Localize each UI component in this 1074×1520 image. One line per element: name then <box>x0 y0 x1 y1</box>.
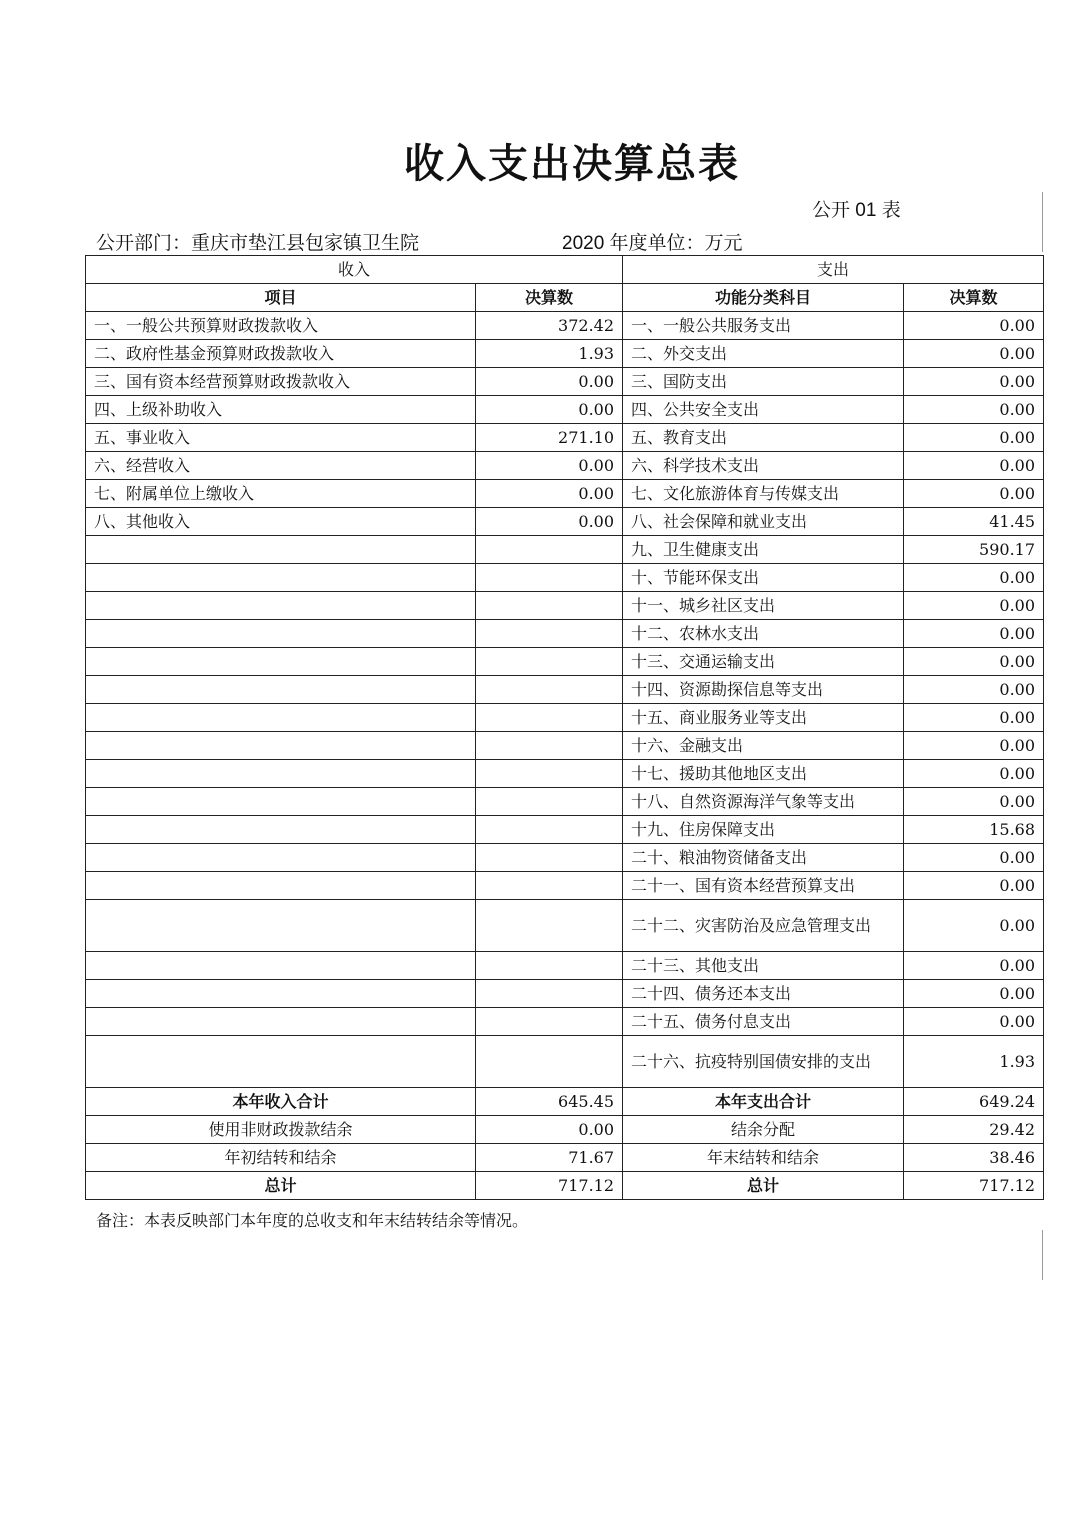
expense-item: 十三、交通运输支出 <box>623 648 904 676</box>
table-row <box>86 980 1044 1008</box>
income-amount <box>476 952 623 980</box>
expense-item: 九、卫生健康支出 <box>623 536 904 564</box>
year-unit-label: 2020 年度单位：万元 <box>562 233 743 254</box>
income-item: 一、一般公共预算财政拨款收入 <box>86 312 476 340</box>
table-row <box>86 564 1044 592</box>
expense-item: 十七、援助其他地区支出 <box>623 760 904 788</box>
expense-amount: 0.00 <box>904 564 1044 592</box>
income-item <box>86 1036 476 1088</box>
expense-item: 二十、粮油物资储备支出 <box>623 844 904 872</box>
table-row <box>86 340 1044 368</box>
income-amount <box>476 980 623 1008</box>
income-item: 六、经营收入 <box>86 452 476 480</box>
income-item: 二、政府性基金预算财政拨款收入 <box>86 340 476 368</box>
expense-amount: 0.00 <box>904 648 1044 676</box>
budget-summary-table <box>85 255 1044 1200</box>
summary-expense-amount: 717.12 <box>904 1172 1044 1200</box>
summary-income-label: 使用非财政拨款结余 <box>86 1116 476 1144</box>
expense-amount: 0.00 <box>904 1008 1044 1036</box>
income-item <box>86 620 476 648</box>
expense-item: 十四、资源勘探信息等支出 <box>623 676 904 704</box>
income-item <box>86 536 476 564</box>
expense-amount: 1.93 <box>904 1036 1044 1088</box>
income-item: 三、国有资本经营预算财政拨款收入 <box>86 368 476 396</box>
income-item: 四、上级补助收入 <box>86 396 476 424</box>
income-amount <box>476 816 623 844</box>
col-amount-header: 决算数 <box>476 284 623 312</box>
income-item: 七、附属单位上缴收入 <box>86 480 476 508</box>
expense-item: 十九、住房保障支出 <box>623 816 904 844</box>
table-row <box>86 952 1044 980</box>
table-row <box>86 368 1044 396</box>
expense-item: 八、社会保障和就业支出 <box>623 508 904 536</box>
income-item <box>86 732 476 760</box>
income-amount <box>476 676 623 704</box>
summary-expense-amount: 649.24 <box>904 1088 1044 1116</box>
income-item: 八、其他收入 <box>86 508 476 536</box>
summary-income-amount: 0.00 <box>476 1116 623 1144</box>
table-row <box>86 760 1044 788</box>
expense-amount: 0.00 <box>904 732 1044 760</box>
summary-row <box>86 1144 1044 1172</box>
table-row <box>86 704 1044 732</box>
income-item <box>86 564 476 592</box>
expense-item: 四、公共安全支出 <box>623 396 904 424</box>
income-item <box>86 676 476 704</box>
expense-amount: 0.00 <box>904 900 1044 952</box>
income-item <box>86 648 476 676</box>
income-amount: 0.00 <box>476 396 623 424</box>
table-row <box>86 424 1044 452</box>
margin-line-bottom <box>1042 1230 1043 1280</box>
income-amount <box>476 1036 623 1088</box>
summary-row <box>86 1172 1044 1200</box>
summary-expense-label: 本年支出合计 <box>623 1088 904 1116</box>
expense-amount: 0.00 <box>904 620 1044 648</box>
expense-item: 七、文化旅游体育与传媒支出 <box>623 480 904 508</box>
expense-amount: 0.00 <box>904 676 1044 704</box>
income-item <box>86 980 476 1008</box>
footnote: 备注：本表反映部门本年度的总收支和年末结转结余等情况。 <box>96 1211 529 1230</box>
expense-amount: 0.00 <box>904 760 1044 788</box>
expense-item: 二十五、债务付息支出 <box>623 1008 904 1036</box>
income-amount <box>476 592 623 620</box>
income-item <box>86 872 476 900</box>
income-amount <box>476 760 623 788</box>
summary-income-amount: 717.12 <box>476 1172 623 1200</box>
expense-amount: 15.68 <box>904 816 1044 844</box>
expense-amount: 41.45 <box>904 508 1044 536</box>
table-row <box>86 844 1044 872</box>
margin-line-top <box>1042 192 1043 252</box>
table-row <box>86 312 1044 340</box>
expense-item: 十六、金融支出 <box>623 732 904 760</box>
expense-item: 二十二、灾害防治及应急管理支出 <box>623 900 904 952</box>
summary-income-amount: 71.67 <box>476 1144 623 1172</box>
expense-amount: 0.00 <box>904 844 1044 872</box>
form-number: 公开 01 表 <box>812 200 901 221</box>
summary-expense-label: 结余分配 <box>623 1116 904 1144</box>
income-item <box>86 900 476 952</box>
table-row <box>86 480 1044 508</box>
expense-item: 一、一般公共服务支出 <box>623 312 904 340</box>
expense-amount: 0.00 <box>904 452 1044 480</box>
income-amount <box>476 648 623 676</box>
summary-expense-label: 年末结转和结余 <box>623 1144 904 1172</box>
income-item <box>86 760 476 788</box>
expense-amount: 0.00 <box>904 788 1044 816</box>
income-amount: 372.42 <box>476 312 623 340</box>
summary-income-amount: 645.45 <box>476 1088 623 1116</box>
expense-item: 二十一、国有资本经营预算支出 <box>623 872 904 900</box>
expense-amount: 0.00 <box>904 592 1044 620</box>
table-row <box>86 396 1044 424</box>
table-row <box>86 592 1044 620</box>
expense-item: 二十六、抗疫特别国债安排的支出 <box>623 1036 904 1088</box>
table-row <box>86 872 1044 900</box>
income-amount: 0.00 <box>476 452 623 480</box>
expense-amount: 0.00 <box>904 704 1044 732</box>
income-item <box>86 704 476 732</box>
income-amount <box>476 1008 623 1036</box>
table-row <box>86 676 1044 704</box>
income-item <box>86 788 476 816</box>
income-amount <box>476 844 623 872</box>
table-row <box>86 452 1044 480</box>
table-row <box>86 536 1044 564</box>
income-amount <box>476 872 623 900</box>
expense-item: 十五、商业服务业等支出 <box>623 704 904 732</box>
income-amount <box>476 788 623 816</box>
income-amount: 0.00 <box>476 368 623 396</box>
summary-income-label: 本年收入合计 <box>86 1088 476 1116</box>
income-amount <box>476 704 623 732</box>
income-amount: 0.00 <box>476 480 623 508</box>
table-row <box>86 816 1044 844</box>
expense-item: 三、国防支出 <box>623 368 904 396</box>
table-row <box>86 1036 1044 1088</box>
table-row <box>86 620 1044 648</box>
col-amount2-header: 决算数 <box>904 284 1044 312</box>
income-amount <box>476 900 623 952</box>
expense-amount: 0.00 <box>904 396 1044 424</box>
expense-amount: 0.00 <box>904 952 1044 980</box>
expense-amount: 590.17 <box>904 536 1044 564</box>
summary-income-label: 总计 <box>86 1172 476 1200</box>
expense-amount: 0.00 <box>904 872 1044 900</box>
expense-item: 六、科学技术支出 <box>623 452 904 480</box>
income-amount <box>476 732 623 760</box>
expense-item: 二十四、债务还本支出 <box>623 980 904 1008</box>
summary-row <box>86 1116 1044 1144</box>
col-function-header: 功能分类科目 <box>623 284 904 312</box>
income-item: 五、事业收入 <box>86 424 476 452</box>
expense-item: 二、外交支出 <box>623 340 904 368</box>
income-amount <box>476 620 623 648</box>
income-item <box>86 816 476 844</box>
table-row <box>86 508 1044 536</box>
expense-header: 支出 <box>623 256 1044 284</box>
page-title: 收入支出决算总表 <box>404 141 740 187</box>
table-row <box>86 648 1044 676</box>
income-amount <box>476 564 623 592</box>
expense-amount: 0.00 <box>904 368 1044 396</box>
expense-item: 二十三、其他支出 <box>623 952 904 980</box>
expense-amount: 0.00 <box>904 424 1044 452</box>
expense-item: 十八、自然资源海洋气象等支出 <box>623 788 904 816</box>
income-item <box>86 1008 476 1036</box>
expense-amount: 0.00 <box>904 312 1044 340</box>
department-label: 公开部门：重庆市垫江县包家镇卫生院 <box>96 233 420 254</box>
summary-expense-amount: 38.46 <box>904 1144 1044 1172</box>
income-amount: 0.00 <box>476 508 623 536</box>
table-row <box>86 732 1044 760</box>
table-row <box>86 900 1044 952</box>
income-amount: 1.93 <box>476 340 623 368</box>
expense-item: 五、教育支出 <box>623 424 904 452</box>
expense-item: 十一、城乡社区支出 <box>623 592 904 620</box>
income-item <box>86 592 476 620</box>
col-item-header: 项目 <box>86 284 476 312</box>
table-row <box>86 788 1044 816</box>
summary-expense-label: 总计 <box>623 1172 904 1200</box>
summary-row <box>86 1088 1044 1116</box>
income-item <box>86 952 476 980</box>
income-item <box>86 844 476 872</box>
summary-income-label: 年初结转和结余 <box>86 1144 476 1172</box>
expense-amount: 0.00 <box>904 340 1044 368</box>
income-amount: 271.10 <box>476 424 623 452</box>
expense-item: 十、节能环保支出 <box>623 564 904 592</box>
income-header: 收入 <box>86 256 623 284</box>
expense-amount: 0.00 <box>904 980 1044 1008</box>
table-row <box>86 1008 1044 1036</box>
summary-expense-amount: 29.42 <box>904 1116 1044 1144</box>
income-amount <box>476 536 623 564</box>
expense-amount: 0.00 <box>904 480 1044 508</box>
expense-item: 十二、农林水支出 <box>623 620 904 648</box>
